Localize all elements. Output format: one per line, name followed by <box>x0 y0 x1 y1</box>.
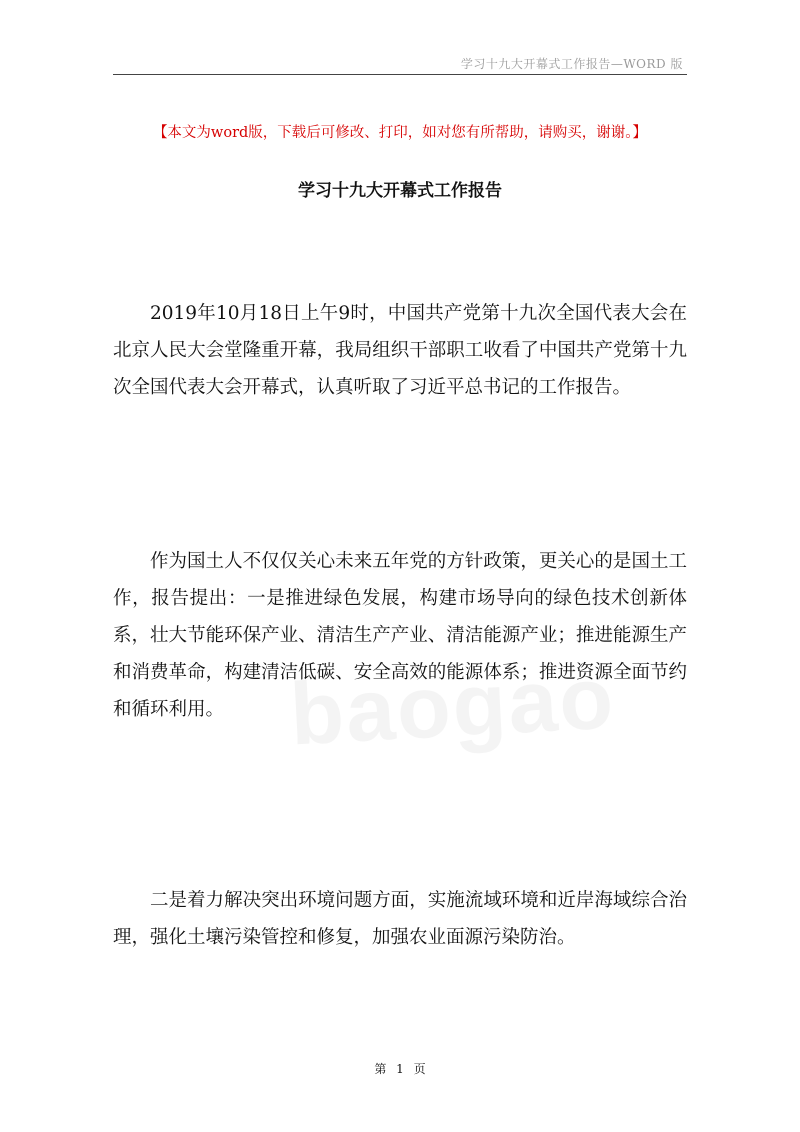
document-title: 学习十九大开幕式工作报告 <box>298 181 502 201</box>
page-footer <box>0 1060 800 1077</box>
footer-prefix: 第 <box>374 1062 387 1076</box>
purchase-notice: 【本文为word版，下载后可修改、打印，如对您有所帮助，请购买，谢谢。】 <box>152 125 648 141</box>
paragraph-2: 作为国土人不仅仅关心未来五年党的方针政策，更关心的是国土工作，报告提出：一是推进绿色发展，构建市场导向的绿色技术创新体系，壮大节能环保产业、清洁生产产业、清洁能源产业；推进能源生产和消费革命，构建清洁低碳、安全高效的能源体系；推进资源全面节约和循环利用。 <box>113 550 687 720</box>
paragraph-1: 2019年10月18日上午9时，中国共产党第十九次全国代表大会在北京人民大会堂隆重开幕，我局组织干部职工收看了中国共产党第十九次全国代表大会开幕式，认真听取了习近平总书记的工作报告。 <box>113 302 687 398</box>
page-number: 1 <box>396 1062 404 1076</box>
header-divider <box>113 74 687 75</box>
paragraph-3: 二是着力解决突出环境问题方面，实施流域环境和近岸海域综合治理，强化土壤污染管控和修复，加强农业面源污染防治。 <box>113 889 687 948</box>
footer-suffix: 页 <box>413 1062 426 1076</box>
running-header: 学习十九大开幕式工作报告—WORD 版 <box>460 57 683 71</box>
